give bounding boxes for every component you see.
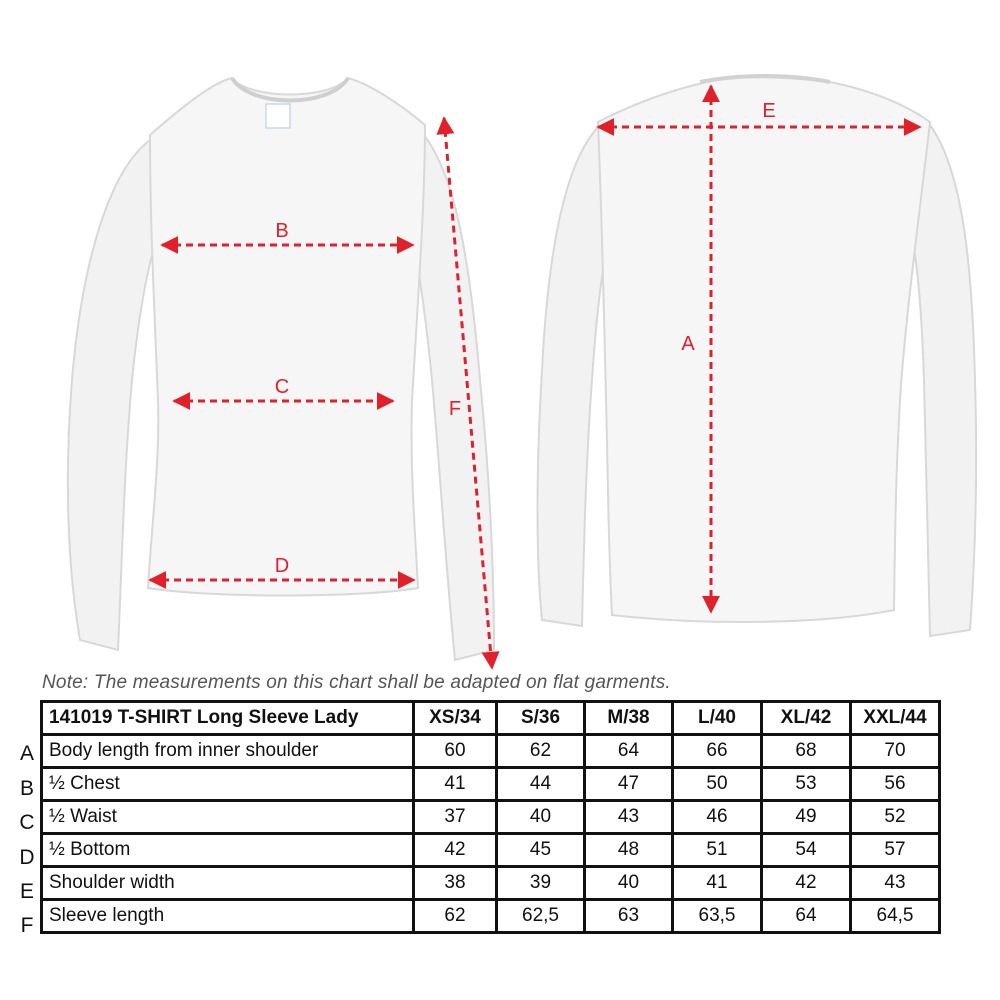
label-e: E <box>762 100 776 122</box>
back-body <box>598 77 930 622</box>
table-row <box>42 735 940 768</box>
table-cell: 49 <box>762 801 851 834</box>
table-cell: 64 <box>585 735 673 768</box>
table-cell: 64 <box>762 900 851 933</box>
size-header: M/38 <box>585 702 673 735</box>
table-cell: 45 <box>497 834 585 867</box>
size-header: XS/34 <box>414 702 497 735</box>
table-title: 141019 T-SHIRT Long Sleeve Lady <box>42 702 414 735</box>
table-header-row <box>42 702 940 735</box>
table-cell: 41 <box>414 768 497 801</box>
table-cell: 54 <box>762 834 851 867</box>
table-cell: 62 <box>414 900 497 933</box>
table-cell: 64,5 <box>851 900 940 933</box>
table-cell: 57 <box>851 834 940 867</box>
table-cell: 47 <box>585 768 673 801</box>
table-cell: 68 <box>762 735 851 768</box>
label-c: C <box>274 376 290 398</box>
row-letter-B: B <box>19 777 34 800</box>
row-letter-E: E <box>19 880 34 903</box>
table-cell: 62 <box>497 735 585 768</box>
table-row <box>42 768 940 801</box>
table-cell: 44 <box>497 768 585 801</box>
table-cell: 42 <box>762 867 851 900</box>
row-label: ½ Chest <box>42 768 414 801</box>
table-cell: 52 <box>851 801 940 834</box>
table-cell: 38 <box>414 867 497 900</box>
size-header: L/40 <box>673 702 762 735</box>
table-cell: 63,5 <box>673 900 762 933</box>
row-label: Body length from inner shoulder <box>42 735 414 768</box>
table-cell: 37 <box>414 801 497 834</box>
row-letter-F: F <box>20 914 34 937</box>
table-cell: 39 <box>497 867 585 900</box>
neck-tag <box>266 104 290 128</box>
table-row <box>42 801 940 834</box>
table-cell: 56 <box>851 768 940 801</box>
label-d: D <box>274 555 290 577</box>
row-label: Shoulder width <box>42 867 414 900</box>
table-cell: 53 <box>762 768 851 801</box>
row-letter-D: D <box>19 846 35 869</box>
table-cell: 50 <box>673 768 762 801</box>
table-cell: 63 <box>585 900 673 933</box>
table-row <box>42 900 940 933</box>
row-label: Sleeve length <box>42 900 414 933</box>
table-cell: 62,5 <box>497 900 585 933</box>
table-cell: 40 <box>497 801 585 834</box>
row-label: ½ Waist <box>42 801 414 834</box>
table-cell: 40 <box>585 867 673 900</box>
table-cell: 43 <box>585 801 673 834</box>
table-cell: 60 <box>414 735 497 768</box>
table-cell: 41 <box>673 867 762 900</box>
front-left-sleeve <box>68 140 160 650</box>
size-header: XL/42 <box>762 702 851 735</box>
table-cell: 43 <box>851 867 940 900</box>
table-cell: 48 <box>585 834 673 867</box>
back-shirt-illustration <box>538 76 977 636</box>
row-label: ½ Bottom <box>42 834 414 867</box>
row-letter-A: A <box>19 742 34 765</box>
table-cell: 66 <box>673 735 762 768</box>
table-row <box>42 867 940 900</box>
size-table <box>40 700 941 934</box>
row-letter-C: C <box>19 811 35 834</box>
table-cell: 46 <box>673 801 762 834</box>
size-header: XXL/44 <box>851 702 940 735</box>
front-body <box>148 78 425 596</box>
label-b: B <box>275 220 289 242</box>
label-f: F <box>448 398 462 420</box>
label-a: A <box>681 333 695 355</box>
size-header: S/36 <box>497 702 585 735</box>
table-row <box>42 834 940 867</box>
table-cell: 51 <box>673 834 762 867</box>
measurement-note: Note: The measurements on this chart shall be adapted on flat garments. <box>42 672 671 693</box>
table-cell: 70 <box>851 735 940 768</box>
table-cell: 42 <box>414 834 497 867</box>
